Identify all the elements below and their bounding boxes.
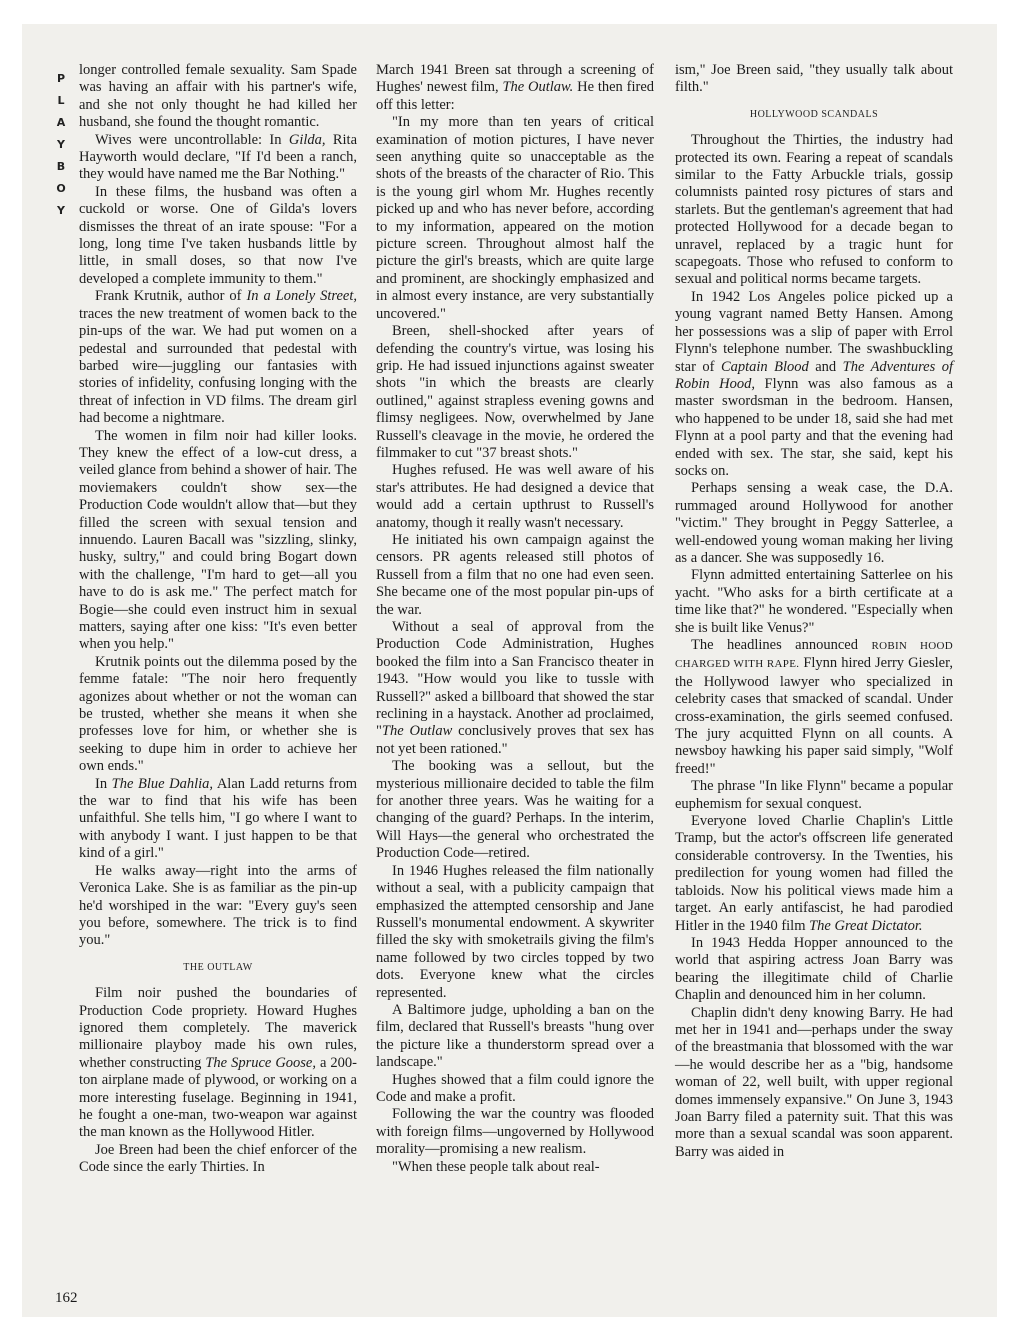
paragraph: Hughes refused. He was well aware of his star's attributes. He had designed a device that would add a certain upthrust to Russell's anatomy, though it really wasn't necessary. (376, 462, 654, 531)
paragraph: He walks away—right into the arms of Veronica Lake. She is as familiar as the pin-up he'd worshiped in the war: "Every guy's seen you before, somewhere. The trick is to find you." (79, 862, 357, 949)
spine-letter: Y (57, 138, 65, 151)
paragraph: Frank Krutnik, author of In a Lonely Street, traces the new treatment of women back to the pin-ups of the war. We had put women on a pedestal and surrounded that pedestal with barbed wire—juggling our fantasies with stories of infidelity, confusing longing with the threat of infection in VD films. The dream girl had become a nightmare. (79, 288, 358, 427)
paragraph: March 1941 Breen sat through a screening of Hughes' newest film, The Outlaw. He then fired off this letter: (376, 62, 655, 113)
paragraph: Wives were uncontrollable: In Gilda, Rita Hayworth would declare, "If I'd been a ranch, they would have named me the Bar Nothing." (79, 131, 357, 183)
paragraph: Following the war the country was flooded with foreign films—ungoverned by Hollywood morality—promising a new realism. (376, 1106, 654, 1158)
spine-letter: A (56, 116, 66, 129)
paragraph: longer controlled female sexuality. Sam Spade was having an affair with his partner's wife, and she not only thought he had killed her husband, she found the thought romantic. (79, 62, 357, 131)
paragraph: In 1943 Hedda Hopper announced to the world that aspiring actress Joan Barry was bearing the illegitimate child of Charlie Chaplin and denounced him in her column. (675, 934, 953, 1004)
section-heading: THE OUTLAW (183, 961, 253, 973)
paragraph: He initiated his own campaign against the censors. PR agents released still photos of Russell from a film that no one had even seen. She became one of the most popular pin-ups of the war. (376, 531, 654, 618)
paragraph: Everyone loved Charlie Chaplin's Little Tramp, but the actor's offscreen life generated considerable controversy. In the Twenties, his predilection for young women had filled the tabloids. Now his political views made him a target. An early antifascist, he had parodied Hitler in the 1940 film The Great Dictator. (675, 813, 953, 934)
text-column-2 (376, 62, 654, 1176)
paragraph: Krutnik points out the dilemma posed by the femme fatale: "The noir hero frequently agonizes about whether or not the woman can be trusted, whether she means it when she professes love for him, or whether she is seeking to dupe him in order to achieve her own ends." (79, 653, 357, 775)
paragraph: The phrase "In like Flynn" became a popular euphemism for sexual conquest. (675, 778, 953, 812)
paragraph: Perhaps sensing a weak case, the D.A. rummaged around Hollywood for another "victim." They brought in Peggy Satterlee, a well-endowed young woman making her living as a dancer. She was supposedly 16. (675, 480, 953, 566)
text-column-1 (79, 62, 357, 1177)
paragraph: In 1942 Los Angeles police picked up a young vagrant named Betty Hansen. Among her possessions was a slip of paper with Errol Flynn's telephone number. The swashbuckling star of Captain Blood and The Adventures of Robin Hood, Flynn was also famous as a master swordsman in the bedroom. Hansen, who happened to be under 18, said she had met Flynn at a pool party and that the evening had ended with sex. The star, she said, kept his socks on. (675, 288, 954, 479)
paragraph: Breen, shell-shocked after years of defending the country's virtue, was losing his grip. He had issued injunctions against sweater shots "in which the breasts are clearly outlined," against strapless evening gowns and flimsy negligees. Now, overwhelmed by Jane Russell's cleavage in the movie, he ordered the filmmaker to cut "37 breast shots." (376, 323, 654, 461)
paragraph: In these films, the husband was often a cuckold or worse. One of Gilda's lovers dismisses the threat of an irate spouse: "For a long, long time I've taken husbands little by little, in small doses, so that now I've developed a complete immunity to them." (79, 183, 357, 287)
spine-letter: B (56, 160, 66, 173)
paragraph: "In my more than ten years of critical examination of motion pictures, I have never seen anything quite so unacceptable as the shots of the breasts of the character of Rio. This is the young girl whom Mr. Hughes recently picked up and who has never before, according to my information, appeared on the motion picture screen. Throughout almost half the picture the girl's breasts, which are quite large and prominent, are shockingly emphasized and in almost every instance, are very substantially uncovered." (376, 114, 654, 322)
text-column-3 (675, 62, 953, 1161)
magazine-spine-label (52, 68, 70, 222)
paragraph: The headlines announced ROBIN HOOD CHARGED WITH RAPE. Flynn hired Jerry Giesler, the Hollywood lawyer who specialized in celebrity cases that smacked of scandal. Under cross-examination, the girls seemed confused. The jury acquitted Flynn on all counts. A newsboy hawking his paper said simply, "Wolf freed!" (675, 637, 954, 777)
paragraph: In The Blue Dahlia, Alan Ladd returns from the war to find that his wife has been unfaithful. She tells him, "I go where I want to with anybody I want. I just happen to be that kind of a girl." (79, 775, 357, 862)
paragraph: Chaplin didn't deny knowing Barry. He had met her in 1941 and—perhaps under the sway of the breastmania that blossomed with the war—he would describe her as a "big, handsome woman of 22, well built, with upper regional domes immensely expansive." On June 3, 1943 Joan Barry filed a paternity suit. That this was more than a sexual scandal was soon apparent. Barry was aided in (675, 1004, 953, 1160)
paragraph: Without a seal of approval from the Production Code Administration, Hughes booked the film into a San Francisco theater in 1943. "How would you like to tussle with Russell?" asked a billboard that showed the star reclining in a haystack. Another ad proclaimed, "The Outlaw conclusively proves that sex has not yet been rationed." (376, 619, 655, 757)
magazine-page (22, 24, 997, 1317)
paragraph: Throughout the Thirties, the industry had protected its own. Fearing a repeat of scandals similar to the Fatty Arbuckle trials, gossip columnists painted rosy pictures of stars and starlets. But the gentleman's agreement that had protected Hollywood for a decade began to unravel, replaced by a tragic hunt for scapegoats. Those who refused to conform to sexual and political norms became targets. (675, 132, 953, 288)
spine-letter: Y (57, 204, 65, 217)
paragraph: The women in film noir had killer looks. They knew the effect of a low-cut dress, a veiled glance from behind a shower of hair. The moviemakers couldn't show sex—the Production Code wouldn't allow that—but they filled the screen with sexual tension and innuendo. Lauren Bacall was "sizzling, slinky, husky, sultry," and could bring Bogart down with the challenge, "I'm hard to get—all you have to do is ask me." The perfect match for Bogie—she could even instruct him in sexual matters, saying after one kiss: "It's even better when you help." (79, 427, 357, 653)
paragraph: The booking was a sellout, but the mysterious millionaire decided to table the film for another three years. Was he waiting for a changing of the guard? Perhaps. In the interim, Will Hays—the general who orchestrated the Production Code—retired. (376, 758, 654, 862)
paragraph: In 1946 Hughes released the film nationally without a seal, with a publicity campaign that emphasized the attempted censorship and Jane Russell's monumental endowment. A skywriter filled the sky with smoketrails giving the film's name followed by two circles topped by two dots. Everyone knew what the circles represented. (376, 862, 654, 1001)
paragraph: "When these people talk about real- (392, 1158, 600, 1175)
spine-letter: P (56, 72, 66, 85)
paragraph: A Baltimore judge, upholding a ban on the film, declared that Russell's breasts "hung over the picture like a thunderstorm spread over a landscape." (376, 1001, 654, 1071)
spine-letter: O (56, 182, 66, 195)
paragraph: Hughes showed that a film could ignore the Code and make a profit. (376, 1071, 654, 1105)
page-number: 162 (55, 1290, 78, 1306)
paragraph: Film noir pushed the boundaries of Production Code propriety. Howard Hughes ignored them completely. The maverick millionaire playboy made his own rules, whether constructing The Spruce Goose, a 200-ton airplane made of plywood, or working on a more interesting fuselage. Beginning in 1941, he fought a one-man, two-weapon war against the man known as the Hollywood Hitler. (79, 985, 357, 1141)
paragraph: ism," Joe Breen said, "they usually talk about filth." (675, 62, 953, 96)
section-heading: HOLLYWOOD SCANDALS (749, 108, 879, 120)
paragraph: Flynn admitted entertaining Satterlee on his yacht. "Who asks for a birth certificate at a time like that?" he wondered. "Especially when she is built like Venus?" (675, 567, 953, 636)
paragraph: Joe Breen had been the chief enforcer of the Code since the early Thirties. In (79, 1141, 357, 1176)
spine-letter: L (57, 94, 65, 107)
